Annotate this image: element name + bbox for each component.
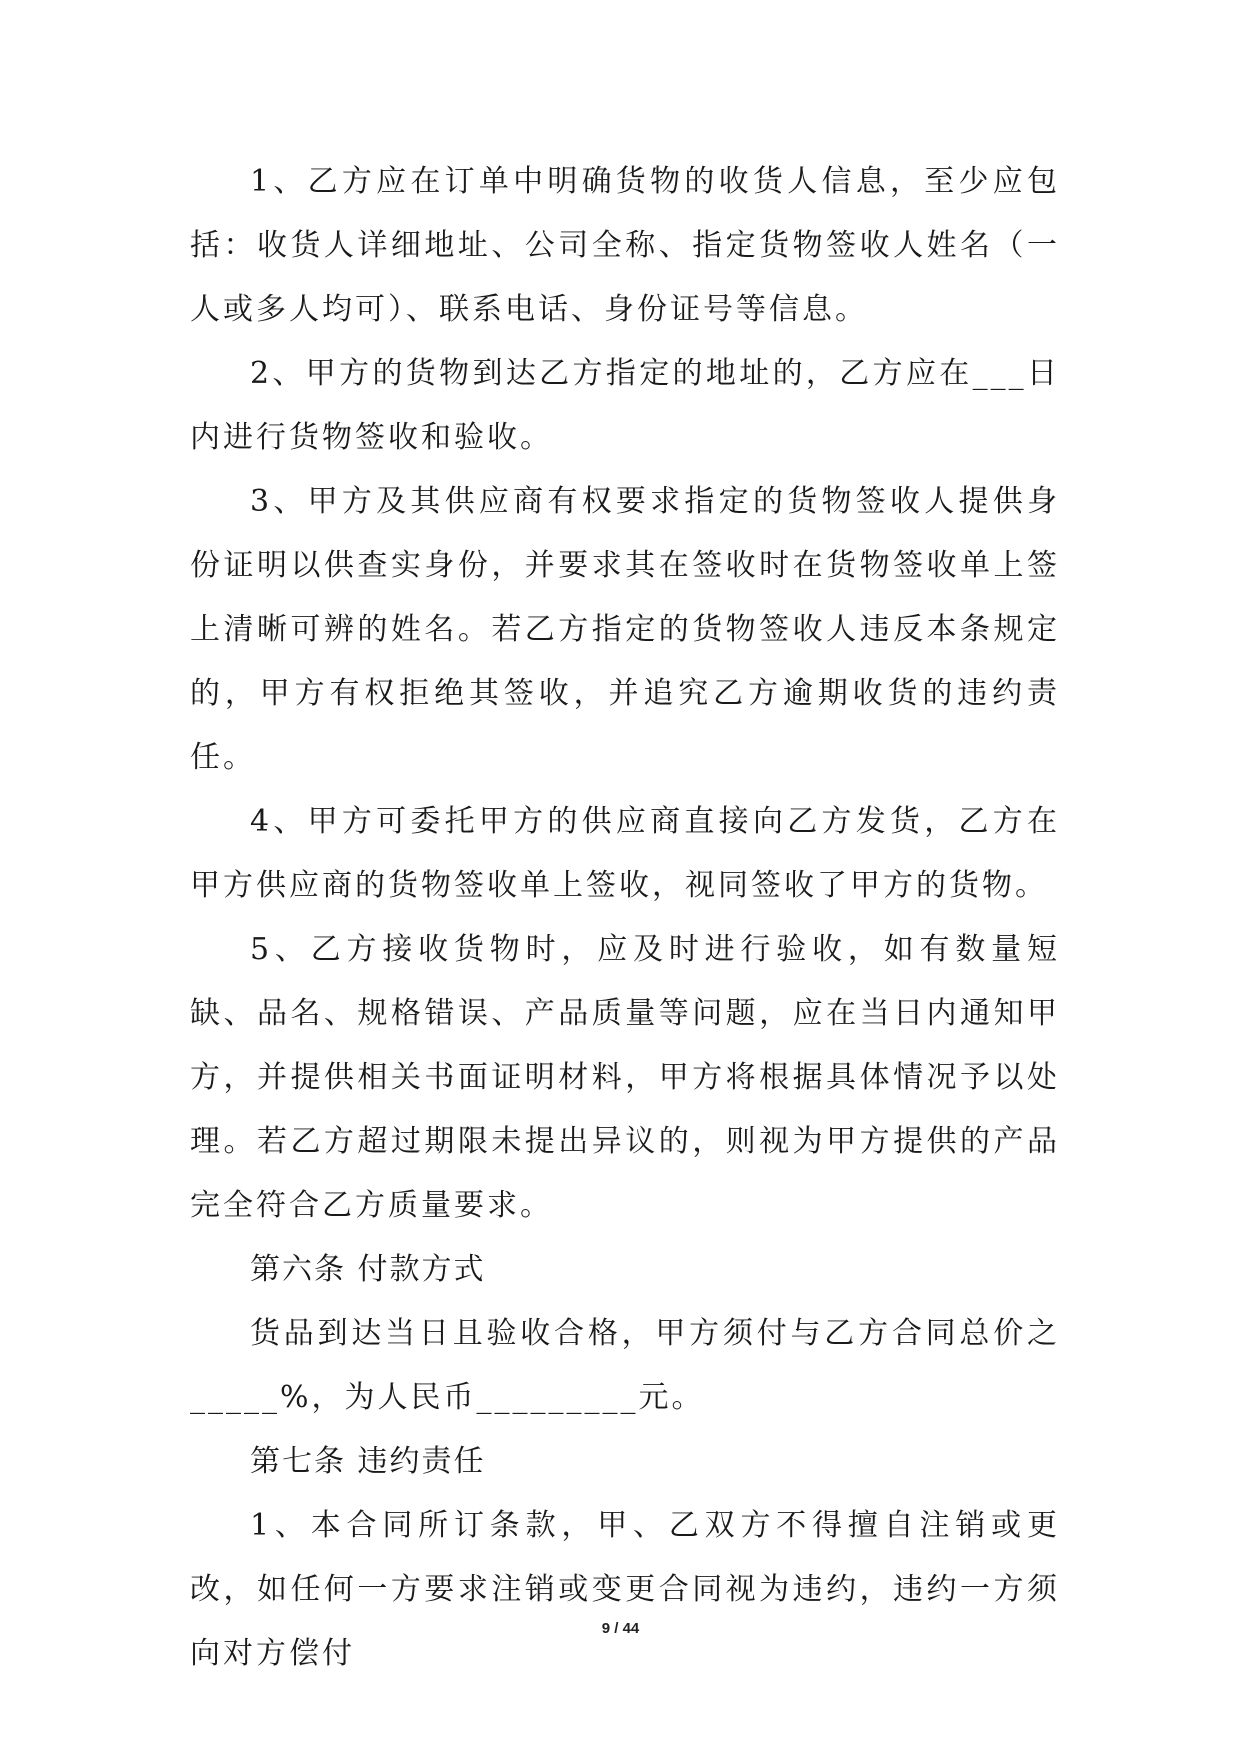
document-body: [190, 150, 1060, 1686]
clause-paragraph-5: 5、乙方接收货物时，应及时进行验收，如有数量短缺、品名、规格错误、产品质量等问题，应在当日内通知甲方，并提供相关书面证明材料，甲方将根据具体情况予以处理。若乙方超过期限未提出异议的，则视为甲方提供的产品完全符合乙方质量要求。: [190, 932, 1060, 1223]
clause-paragraph-4: 4、甲方可委托甲方的供应商直接向乙方发货，乙方在甲方供应商的货物签收单上签收，视同签收了甲方的货物。: [190, 804, 1060, 903]
payment-paragraph: 货品到达当日且验收合格，甲方须付与乙方合同总价之_____%，为人民币_________元。: [190, 1316, 1060, 1415]
page-number: 9 / 44: [601, 1620, 640, 1637]
clause-paragraph-2: 2、甲方的货物到达乙方指定的地址的，乙方应在___日内进行货物签收和验收。: [190, 356, 1060, 455]
clause-paragraph-1: 1、乙方应在订单中明确货物的收货人信息，至少应包括：收货人详细地址、公司全称、指定货物签收人姓名（一人或多人均可）、联系电话、身份证号等信息。: [190, 164, 1060, 327]
section-heading-breach: 第七条 违约责任: [250, 1444, 486, 1479]
clause-paragraph-3: 3、甲方及其供应商有权要求指定的货物签收人提供身份证明以供查实身份，并要求其在签收时在货物签收单上签上清晰可辨的姓名。若乙方指定的货物签收人违反本条规定的，甲方有权拒绝其签收，并追究乙方逾期收货的违约责任。: [190, 484, 1060, 775]
breach-paragraph: 1、本合同所订条款，甲、乙双方不得擅自注销或更改，如任何一方要求注销或变更合同视为违约，违约一方须向对方偿付: [190, 1508, 1060, 1671]
section-heading-payment: 第六条 付款方式: [250, 1252, 486, 1287]
